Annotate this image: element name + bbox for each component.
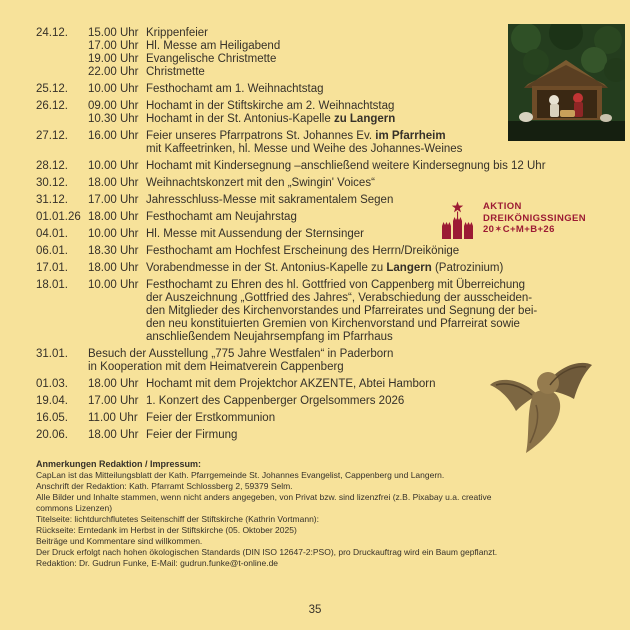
event-text: Festhochamt am Neujahrstag [146,211,297,223]
impressum-heading: Anmerkungen Redaktion / Impressum: [36,459,202,469]
schedule-row [36,160,614,173]
event-date: 04.01. [36,228,68,240]
schedule-line [88,143,614,156]
page-number: 35 [308,604,322,616]
event-date: 26.12. [36,100,68,112]
event-date: 31.12. [36,194,68,206]
event-text: Vorabendmesse in der St. Antonius-Kapelle zu Langern (Patrozinium) [146,262,504,274]
event-text: Hochamt mit Kindersegnung –anschließend weitere Kindersegnung bis 12 Uhr [146,160,546,172]
event-text: Christmette [146,66,205,78]
event-time: 17.00 Uhr [88,40,139,52]
schedule-row [36,245,614,258]
event-date: 25.12. [36,83,68,95]
event-date: 17.01. [36,262,68,274]
event-text: den Mitglieder des Kirchenvorstandes und Pfarreirates und Segnung der bei- [146,305,538,317]
nativity-scene-photo [508,24,625,141]
schedule-row [36,177,614,190]
schedule-line [88,262,614,275]
dreikoenigssingen-logo-text [483,201,586,236]
schedule-line [88,245,614,258]
footer-line: CapLan ist das Mitteilungsblatt der Kath. Pfarrgemeinde St. Johannes Evangelist, Cappenberg und Langern. [36,470,445,480]
angel-figurine-photo [486,355,598,465]
schedule-line [88,318,614,331]
event-text: Feier der Firmung [146,429,238,441]
star-singers-icon [440,201,478,239]
event-text: Jahresschluss-Messe mit sakramentalem Segen [146,194,394,206]
event-text: Festhochamt zu Ehren des hl. Gottfried von Cappenberg mit Überreichung [146,279,526,291]
footer-line: Titelseite: lichtdurchflutetes Seitenschiff der Stiftskirche (Kathrin Vortmann): [36,514,319,524]
event-date: 24.12. [36,27,68,39]
event-text: Hochamt in der St. Antonius-Kapelle zu Langern [146,113,396,125]
schedule-line [88,305,614,318]
event-time: 18.00 Uhr [88,262,139,274]
schedule-line [88,279,614,292]
event-text: in Kooperation mit dem Heimatverein Cappenberg [88,361,344,373]
event-time: 11.00 Uhr [88,412,138,424]
event-time: 18.00 Uhr [88,378,139,390]
event-text: Krippenfeier [146,27,209,39]
event-text: mit Kaffeetrinken, hl. Messe und Weihe des Johannes-Weines [146,143,463,155]
event-text: Besuch der Ausstellung „775 Jahre Westfalen“ in Paderborn [88,348,394,360]
event-time: 18.30 Uhr [88,245,139,257]
indent-spacer [88,143,146,156]
event-date: 27.12. [36,130,68,142]
schedule-line [88,292,614,305]
schedule-row-lines [88,279,614,344]
footer-line: Der Druck erfolgt nach hohen ökologischen Standards (DIN ISO 12647-2:PSO), pro Druckauftrag wird ein Baum gepflanzt. [36,547,498,557]
footer-line: Rückseite: Erntedank im Herbst in der Stiftskirche (05. Oktober 2025) [36,525,297,535]
event-text: Weihnachtskonzert mit den „Swingin' Voices“ [146,177,375,189]
event-text: Festhochamt am 1. Weihnachtstag [146,83,324,95]
footer-line: Beiträge und Kommentare sind willkommen. [36,536,203,546]
event-time: 10.30 Uhr [88,113,139,125]
event-date: 30.12. [36,177,68,189]
event-time: 10.00 Uhr [88,83,139,95]
event-date: 28.12. [36,160,68,172]
event-text: Hochamt in der Stiftskirche am 2. Weihnachtstag [146,100,395,112]
impressum-footer [36,459,604,569]
event-date: 01.03. [36,378,68,390]
dreikoenigssingen-logo [440,201,586,239]
indent-spacer [88,305,146,318]
event-time: 22.00 Uhr [88,66,139,78]
event-text: den neu konstituierten Gremien von Kirchenvorstand und Pfarreirat sowie [146,318,520,330]
event-time: 19.00 Uhr [88,53,139,65]
event-date: 18.01. [36,279,68,291]
schedule-line [88,177,614,190]
event-text: 1. Konzert des Cappenberger Orgelsommers 2026 [146,395,405,407]
schedule-row [36,262,614,275]
logo-line-cmb: 20✶C+M+B+26 [483,224,555,235]
event-date: 16.05. [36,412,68,424]
indent-spacer [88,331,146,344]
footer-line: Redaktion: Dr. Gudrun Funke, E-Mail: gudrun.funke@t-online.de [36,558,279,568]
footer-lines [36,470,604,569]
event-text: Hl. Messe am Heiligabend [146,40,281,52]
indent-spacer [88,318,146,331]
event-time: 10.00 Uhr [88,160,139,172]
event-text: Feier unseres Pfarrpatrons St. Johannes Ev. im Pfarrheim [146,130,446,142]
event-date: 01.01.26 [36,211,81,223]
event-date: 19.04. [36,395,68,407]
logo-line-aktion: AKTION [483,201,522,212]
footer-line: Alle Bilder und Inhalte stammen, wenn nicht anders angegeben, von Privat bzw. sind lizenzfrei (z.B. Pixabay u.a. creative [36,492,492,502]
event-text: Hochamt mit dem Projektchor AKZENTE, Abtei Hamborn [146,378,436,390]
event-time: 15.00 Uhr [88,27,139,39]
indent-spacer [88,292,146,305]
logo-line-dreikoenigssingen: DREIKÖNIGSSINGEN [483,212,586,224]
footer-line: Anschrift der Redaktion: Kath. Pfarramt Schlossberg 2, 59379 Selm. [36,481,293,491]
event-date: 20.06. [36,429,68,441]
event-time: 17.00 Uhr [88,395,139,407]
event-time: 18.00 Uhr [88,177,139,189]
event-time: 10.00 Uhr [88,228,139,240]
schedule-row [36,279,614,344]
event-time: 09.00 Uhr [88,100,139,112]
event-time: 18.00 Uhr [88,211,139,223]
schedule-line [88,160,614,173]
schedule-row-lines [88,262,614,275]
event-text: Hl. Messe mit Aussendung der Sternsinger [146,228,364,240]
schedule-row-lines [88,177,614,190]
schedule-row-lines [88,160,614,173]
event-text: Evangelische Christmette [146,53,277,65]
event-time: 17.00 Uhr [88,194,139,206]
event-text: anschließendem Neujahrsempfang im Pfarrhaus [146,331,393,343]
footer-line: commons Lizenzen) [36,503,113,513]
schedule-line [88,331,614,344]
event-text: Festhochamt am Hochfest Erscheinung des Herrn/Dreikönige [146,245,460,257]
event-time: 16.00 Uhr [88,130,139,142]
event-date: 31.01. [36,348,68,360]
event-time: 18.00 Uhr [88,429,139,441]
schedule-row-lines [88,245,614,258]
event-text: Feier der Erstkommunion [146,412,276,424]
event-text: der Auszeichnung „Gottfried des Jahres“, Verabschiedung der ausscheiden- [146,292,533,304]
event-time: 10.00 Uhr [88,279,139,291]
event-date: 06.01. [36,245,68,257]
